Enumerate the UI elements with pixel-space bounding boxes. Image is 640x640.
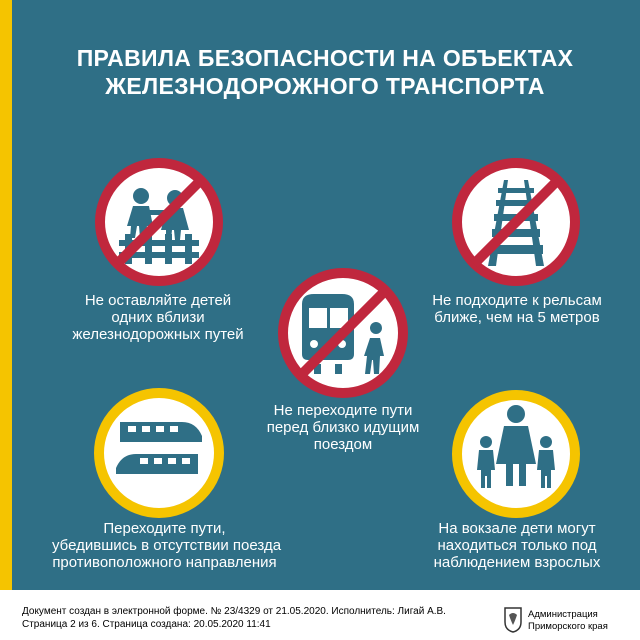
- document-stamp-text: [22, 605, 446, 631]
- children-playing-on-rails-icon: [95, 158, 223, 286]
- caption-rails: Не подходите к рельсам ближе, чем на 5 метров: [432, 292, 602, 326]
- caption-children: Не оставляйте детей одних вблизи железнодорожных путей: [72, 292, 244, 343]
- poster-title: [40, 44, 610, 100]
- footer-line-2: Страница 2 из 6. Страница создана: 20.05.2020 11:41: [22, 619, 271, 630]
- two-trains-icon: [94, 388, 224, 518]
- administration-label: Администрация Приморского края: [528, 609, 608, 632]
- railway-track-icon: [452, 158, 580, 286]
- coat-of-arms-icon: [503, 606, 523, 634]
- adult-with-children-icon: [452, 390, 580, 518]
- train-and-pedestrian-icon: [278, 268, 408, 398]
- title-line-1: ПРАВИЛА БЕЗОПАСНОСТИ НА ОБЪЕКТАХ: [76, 45, 574, 71]
- caption-two-trains: Переходите пути, убедившись в отсутствии поезда противоположного направления: [52, 520, 282, 571]
- footer-line-1: Документ создан в электронной форме. № 23/4329 от 21.05.2020. Исполнитель: Лигай А.В.: [22, 606, 446, 617]
- caption-train-crossing: Не переходите пути перед близко идущим поездом: [266, 402, 420, 453]
- title-line-2: ЖЕЛЕЗНОДОРОЖНОГО ТРАНСПОРТА: [105, 73, 545, 99]
- yellow-accent-stripe: [0, 0, 12, 590]
- caption-station: На вокзале дети могут находиться только под наблюдением взрослых: [433, 520, 601, 571]
